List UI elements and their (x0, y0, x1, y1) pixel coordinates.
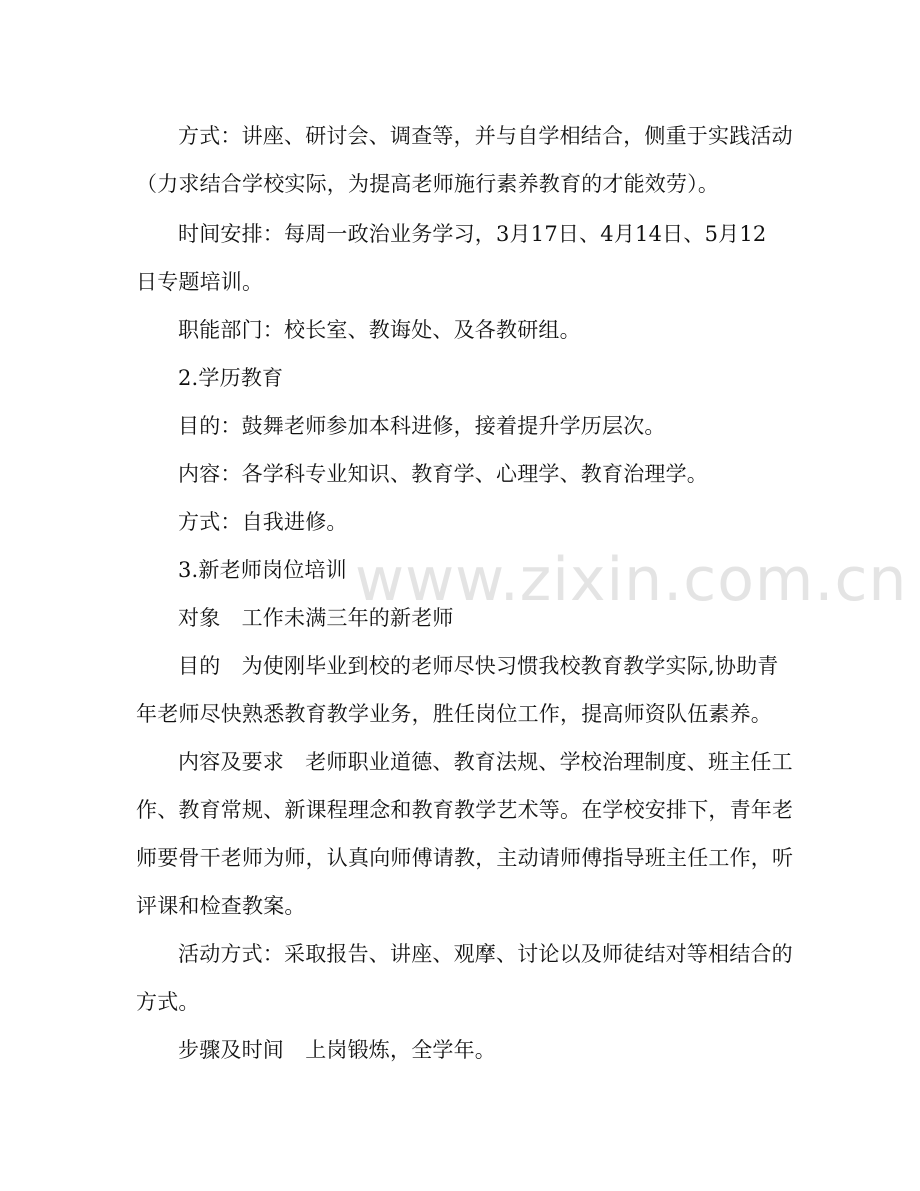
paragraph-target: 对象 工作未满三年的新老师 (178, 606, 454, 630)
paragraph-method-line-2: （力求结合学校实际，为提高老师施行素养教育的才能效劳）。 (136, 172, 720, 196)
paragraph-requirements-line-4: 评课和检查教案。 (136, 894, 306, 918)
paragraph-content: 内容：各学科专业知识、教育学、心理学、教育治理学。 (178, 462, 708, 486)
watermark: www.zixin.com.cn (355, 545, 908, 615)
paragraph-requirements-line-1: 内容及要求 老师职业道德、教育法规、学校治理制度、班主任工 (178, 750, 793, 774)
paragraph-method-self: 方式：自我进修。 (178, 510, 348, 534)
paragraph-activity-line-1: 活动方式：采取报告、讲座、观摩、讨论以及师徒结对等相结合的 (178, 942, 793, 966)
paragraph-steps: 步骤及时间 上岗锻炼，全学年。 (178, 1038, 496, 1062)
paragraph-purpose: 目的：鼓舞老师参加本科进修，接着提升学历层次。 (178, 414, 666, 438)
section-heading-new-teacher: 3.新老师岗位培训 (178, 558, 347, 582)
paragraph-schedule-line-1: 时间安排：每周一政治业务学习，3月17日、4月14日、5月12 (178, 222, 767, 246)
paragraph-goal-line-2: 年老师尽快熟悉教育教学业务，胜任岗位工作，提高师资队伍素养。 (136, 702, 772, 726)
section-heading-education: 2.学历教育 (178, 366, 284, 390)
paragraph-activity-line-2: 方式。 (136, 990, 200, 1014)
paragraph-method-line-1: 方式：讲座、研讨会、调查等，并与自学相结合，侧重于实践活动 (178, 124, 793, 148)
paragraph-goal-line-1: 目的 为使刚毕业到校的老师尽快习惯我校教育教学实际,协助青 (178, 654, 779, 678)
paragraph-requirements-line-3: 师要骨干老师为师，认真向师傅请教，主动请师傅指导班主任工作，听 (136, 846, 794, 870)
paragraph-requirements-line-2: 作、教育常规、新课程理念和教育教学艺术等。在学校安排下，青年老 (136, 798, 794, 822)
paragraph-schedule-line-2: 日专题培训。 (136, 270, 264, 294)
paragraph-departments: 职能部门：校长室、教诲处、及各教研组。 (178, 318, 581, 342)
